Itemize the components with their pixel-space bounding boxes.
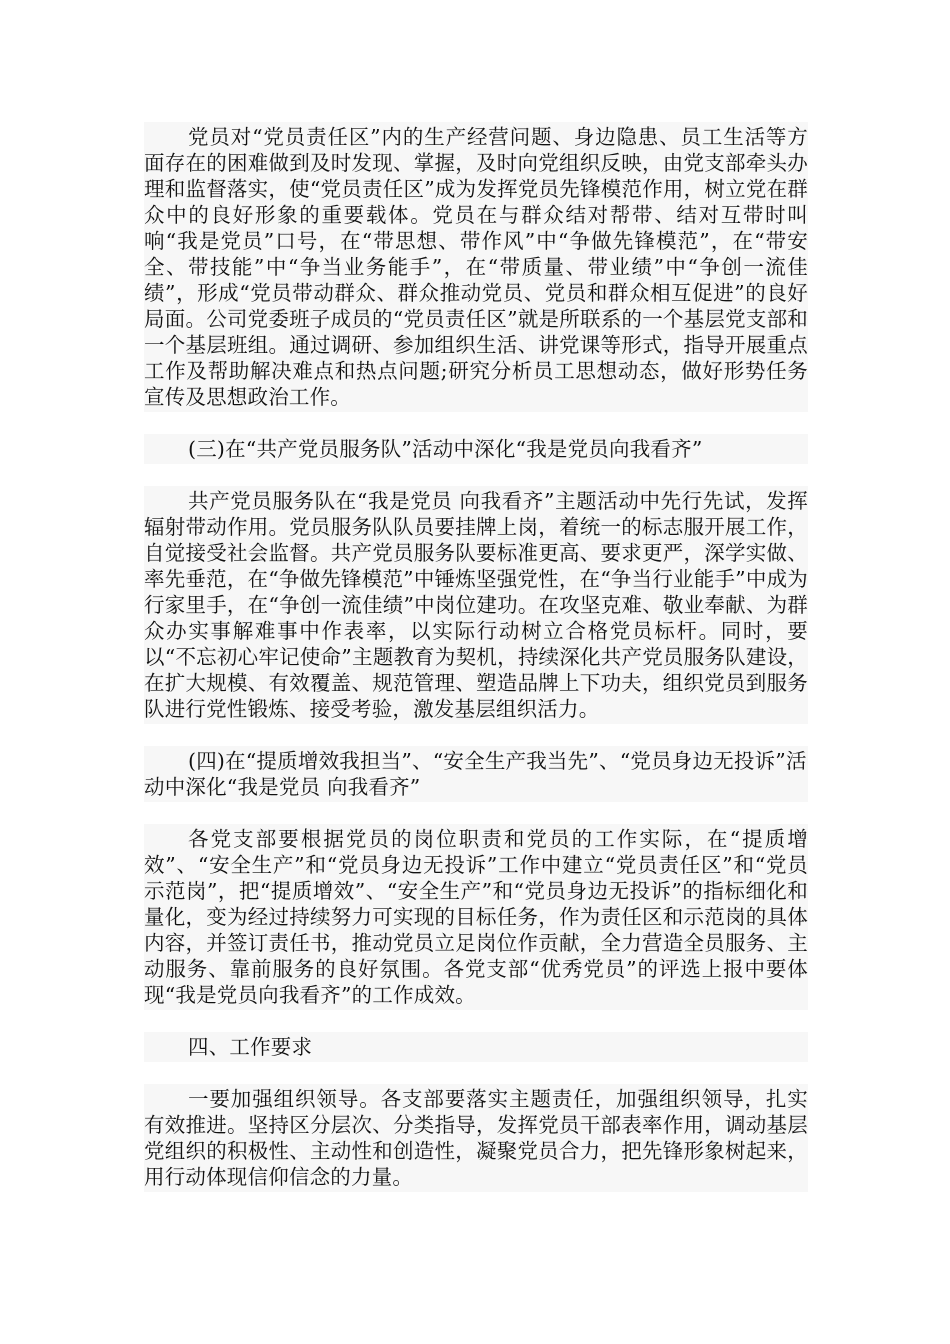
paragraph-organization-leadership: 一要加强组织领导。各支部要落实主题责任，加强组织领导，扎实有效推进。坚持区分层次、分类指导，发挥党员干部表率作用，调动基层党组织的积极性、主动性和创造性，凝聚党员合力，把先锋形象树起来，用行动体现信仰信念的力量。	[144, 1084, 808, 1192]
paragraph-service-team: 共产党员服务队在“我是党员 向我看齐”主题活动中先行先试，发挥辐射带动作用。党员服务队队员要挂牌上岗，着统一的标志服开展工作，自觉接受社会监督。共产党员服务队要标准更高、要求更严，深学实做、率先垂范，在“争做先锋模范”中锤炼坚强党性，在“争当行业能手”中成为行家里手，在“争创一流佳绩”中岗位建功。在攻坚克难、敬业奉献、为群众办实事解难事中作表率，以实际行动树立合格党员标杆。同时，要以“不忘初心牢记使命”主题教育为契机，持续深化共产党员服务队建设，在扩大规模、有效覆盖、规范管理、塑造品牌上下功夫，组织党员到服务队进行党性锻炼、接受考验，激发基层组织活力。	[144, 486, 808, 724]
paragraph-branch-tasks: 各党支部要根据党员的岗位职责和党员的工作实际，在“提质增效”、“安全生产”和“党员身边无投诉”工作中建立“党员责任区”和“党员示范岗”，把“提质增效”、“安全生产”和“党员身边无投诉”的指标细化和量化，变为经过持续努力可实现的目标任务，作为责任区和示范岗的具体内容，并签订责任书，推动党员立足岗位作贡献，全力营造全员服务、主动服务、靠前服务的良好氛围。各党支部“优秀党员”的评选上报中要体现“我是党员向我看齐”的工作成效。	[144, 824, 808, 1010]
section-heading-3: (三)在“共产党员服务队”活动中深化“我是党员向我看齐”	[144, 434, 808, 464]
section-heading-4: (四)在“提质增效我担当”、“安全生产我当先”、“党员身边无投诉”活动中深化“我是党员 向我看齐”	[144, 746, 808, 802]
document-body	[144, 122, 808, 1214]
paragraph-party-responsibility-zone: 党员对“党员责任区”内的生产经营问题、身边隐患、员工生活等方面存在的困难做到及时发现、掌握，及时向党组织反映，由党支部牵头办理和监督落实，使“党员责任区”成为发挥党员先锋模范作用，树立党在群众中的良好形象的重要载体。党员在与群众结对帮带、结对互带时叫响“我是党员”口号，在“带思想、带作风”中“争做先锋模范”，在“带安全、带技能”中“争当业务能手”，在“带质量、带业绩”中“争创一流佳绩”，形成“党员带动群众、群众推动党员、党员和群众相互促进”的良好局面。公司党委班子成员的“党员责任区”就是所联系的一个基层党支部和一个基层班组。通过调研、参加组织生活、讲党课等形式，指导开展重点工作及帮助解决难点和热点问题;研究分析员工思想动态，做好形势任务宣传及思想政治工作。	[144, 122, 808, 412]
section-heading-work-requirements: 四、工作要求	[144, 1032, 808, 1062]
